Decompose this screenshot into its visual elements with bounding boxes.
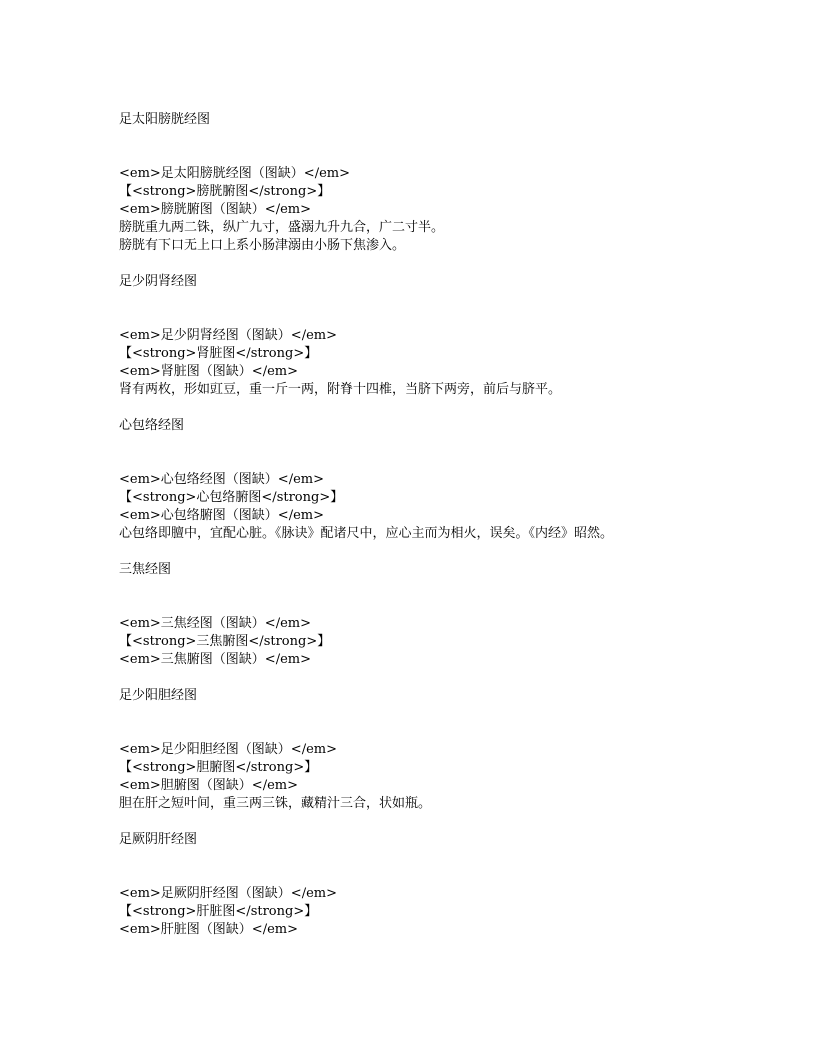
figure-caption: <em>肝脏图（图缺）</em> [119, 922, 298, 937]
figure-caption: <em>足少阴肾经图（图缺）</em> [119, 328, 337, 343]
section-heading: 足厥阴肝经图 [119, 832, 198, 847]
body-text: 心包络即膻中，宜配心脏。《脉诀》配诸尺中，应心主而为相火，误矣。《内经》昭然。 [119, 526, 614, 541]
section-heading: 足少阳胆经图 [119, 688, 198, 703]
figure-caption: <em>心包络经图（图缺）</em> [119, 472, 324, 487]
figure-caption: <em>足厥阴肝经图（图缺）</em> [119, 886, 337, 901]
figure-caption: <em>肾脏图（图缺）</em> [119, 364, 298, 379]
figure-title: 【<strong>心包络腑图</strong>】 [119, 490, 344, 505]
section-pericardium [119, 417, 799, 561]
figure-title: 【<strong>肾脏图</strong>】 [119, 346, 318, 361]
body-text: 肾有两枚，形如豇豆，重一斤一两，附脊十四椎，当脐下两旁，前后与脐平。 [119, 382, 562, 397]
section-liver [119, 831, 799, 939]
body-text: 膀胱有下口无上口上系小肠津溺由小肠下焦渗入。 [119, 238, 406, 253]
figure-caption: <em>足少阳胆经图（图缺）</em> [119, 742, 337, 757]
figure-caption: <em>足太阳膀胱经图（图缺）</em> [119, 166, 350, 181]
section-heading: 心包络经图 [119, 418, 185, 433]
section-heading: 足太阳膀胱经图 [119, 112, 211, 127]
figure-caption: <em>三焦经图（图缺）</em> [119, 616, 311, 631]
body-text: 胆在肝之短叶间，重三两三铢，藏精汁三合，状如瓶。 [119, 796, 432, 811]
section-heading: 足少阴肾经图 [119, 274, 198, 289]
section-heading: 三焦经图 [119, 562, 172, 577]
document-body [119, 111, 799, 939]
figure-caption: <em>膀胱腑图（图缺）</em> [119, 202, 311, 217]
body-text: 膀胱重九两二铢，纵广九寸，盛溺九升九合，广二寸半。 [119, 220, 445, 235]
figure-caption: <em>心包络腑图（图缺）</em> [119, 508, 324, 523]
figure-title: 【<strong>三焦腑图</strong>】 [119, 634, 331, 649]
section-triple-burner [119, 561, 799, 687]
section-kidney [119, 273, 799, 417]
section-gallbladder [119, 687, 799, 831]
section-bladder [119, 111, 799, 273]
figure-caption: <em>胆腑图（图缺）</em> [119, 778, 298, 793]
figure-title: 【<strong>胆腑图</strong>】 [119, 760, 318, 775]
figure-caption: <em>三焦腑图（图缺）</em> [119, 652, 311, 667]
figure-title: 【<strong>膀胱腑图</strong>】 [119, 184, 331, 199]
figure-title: 【<strong>肝脏图</strong>】 [119, 904, 318, 919]
